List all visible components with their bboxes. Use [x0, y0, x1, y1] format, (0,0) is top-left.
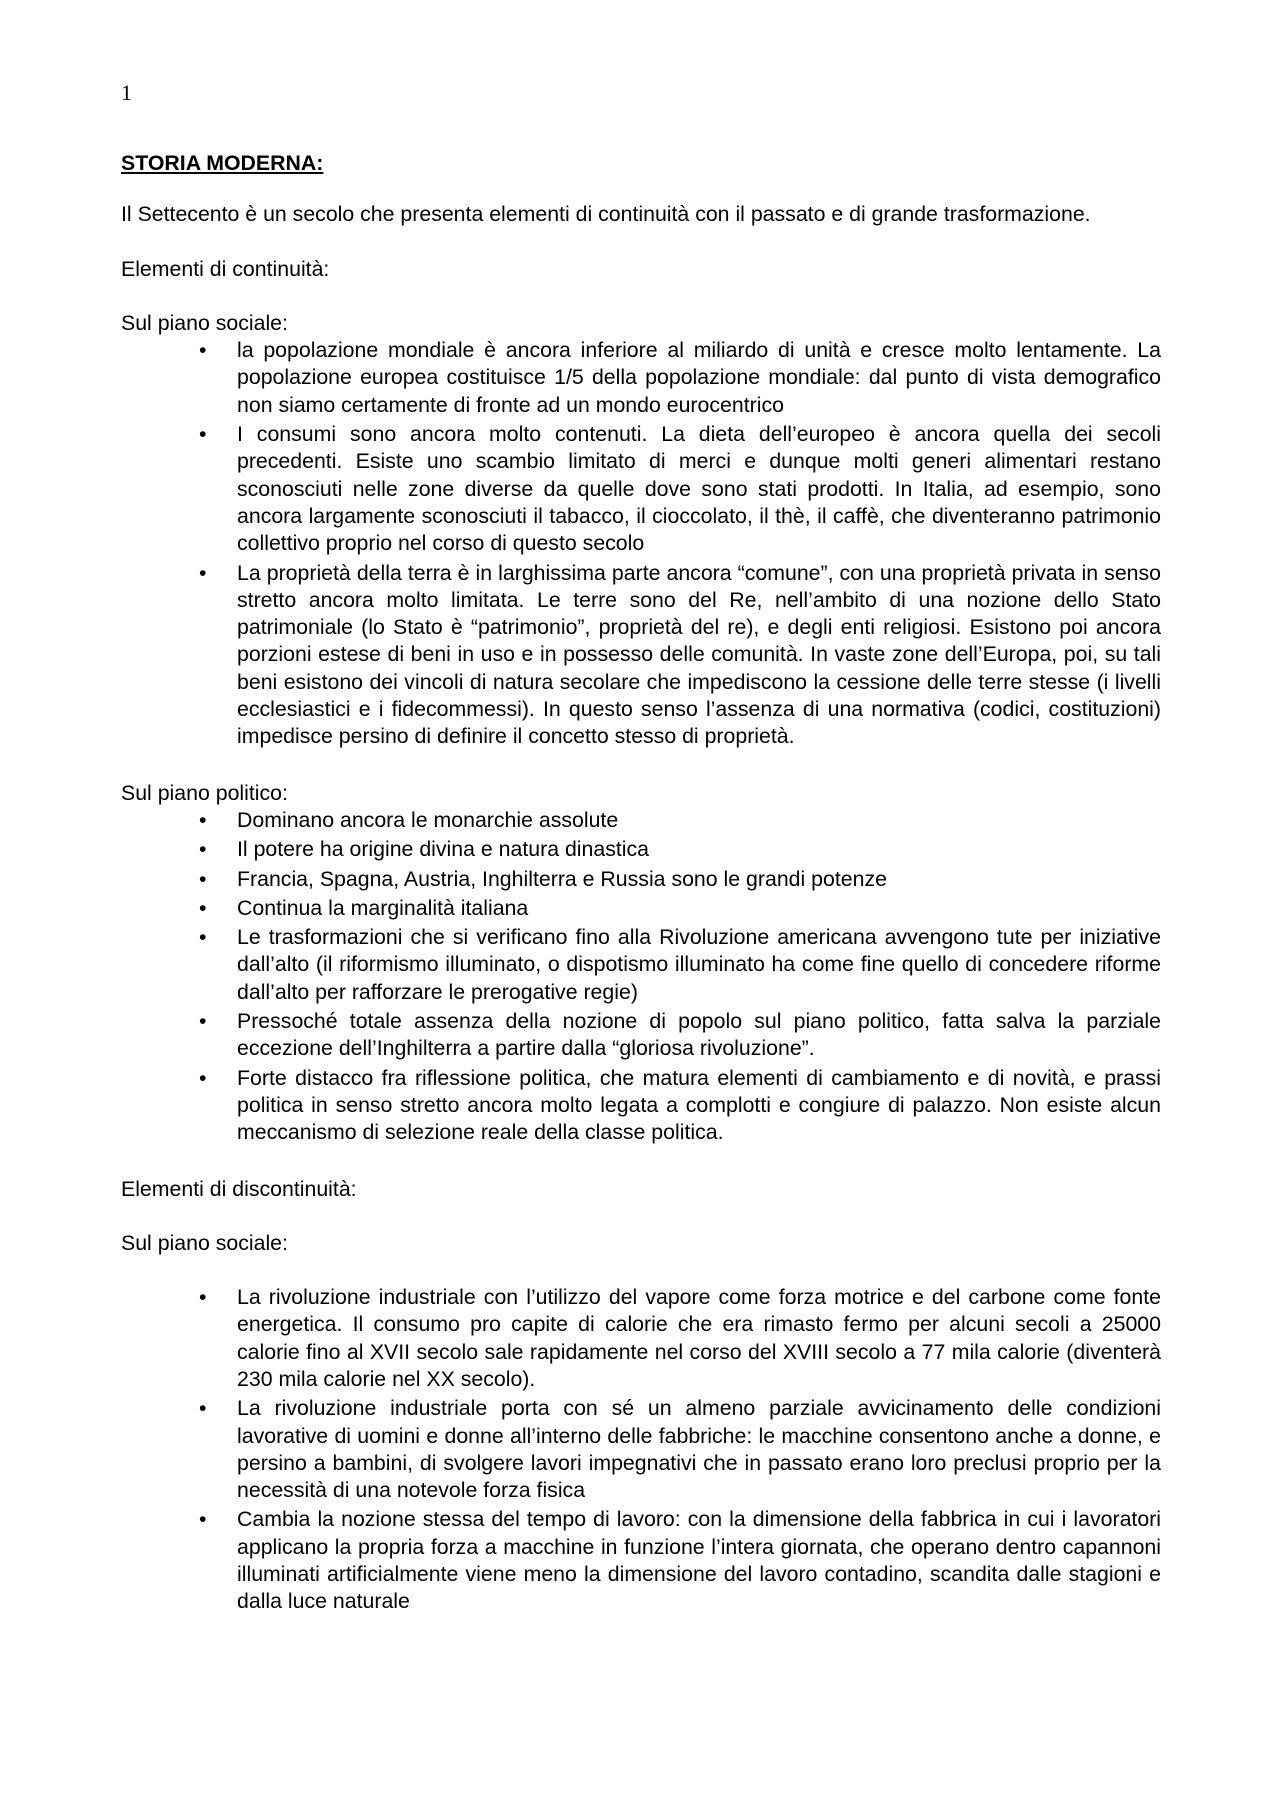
list-item — [199, 560, 1161, 751]
document-title: STORIA MODERNA: — [121, 151, 324, 175]
subsection-heading-sociale: Sul piano sociale: — [121, 310, 288, 335]
spacer — [121, 753, 1161, 780]
spacer — [121, 283, 1161, 310]
bullet-icon: • — [199, 422, 207, 447]
bullet-icon: • — [199, 1507, 207, 1532]
list-item — [199, 895, 1161, 922]
list-item-text: I consumi sono ancora molto contenuti. La dieta dell’europeo è ancora quella dei secoli precedenti. Esiste uno scambio limitato di merci e dunque molti generi alimentari restano sconosciuti nelle zone diverse da quelle dove sono stati prodotti. In Italia, ad esempio, sono ancora largamente sconosciuti il tabacco, il cioccolato, il thè, il caffè, che diventeranno patrimonio collettivo proprio nel corso di questo secolo — [237, 422, 1161, 556]
bullet-icon: • — [199, 925, 207, 950]
bullet-icon: • — [199, 1285, 207, 1310]
list-item-text: Francia, Spagna, Austria, Inghilterra e Russia sono le grandi potenze — [237, 866, 887, 891]
subsection-heading-sociale-2: Sul piano sociale: — [121, 1230, 288, 1255]
list-item — [199, 1506, 1161, 1615]
list-item — [199, 924, 1161, 1006]
list-item — [199, 421, 1161, 557]
bullet-icon: • — [199, 560, 207, 585]
list-item — [199, 337, 1161, 419]
bullet-icon: • — [199, 338, 207, 363]
bullet-icon: • — [199, 807, 207, 832]
section-heading-continuita: Elementi di continuità: — [121, 256, 330, 281]
list-item-text: Cambia la nozione stessa del tempo di lavoro: con la dimensione della fabbrica in cui i lavoratori applicano la propria forza a macchine in funzione l’intera giornata, che operano dentro capannoni illuminati artificialmente viene meno la dimensione del lavoro contadino, scandita dalle stagioni e dalla luce naturale — [237, 1507, 1161, 1614]
list-item-text: Forte distacco fra riflessione politica, che matura elementi di cambiamento e di novità, e prassi politica in senso stretto ancora molto legata a complotti e congiure di palazzo. Non esiste alcun meccanismo di selezione reale della classe politica. — [237, 1065, 1161, 1145]
subsection-heading-politico: Sul piano politico: — [121, 780, 288, 805]
bullet-icon: • — [199, 1396, 207, 1421]
spacer — [121, 1257, 1161, 1284]
list-item — [199, 1395, 1161, 1504]
bullet-icon: • — [199, 866, 207, 891]
list-item — [199, 1008, 1161, 1063]
list-item — [199, 1284, 1161, 1393]
list-item — [199, 866, 1161, 893]
list-item-text: Continua la marginalità italiana — [237, 895, 529, 920]
list-item — [199, 836, 1161, 863]
bullet-icon: • — [199, 1065, 207, 1090]
document-body — [121, 150, 1161, 1618]
bullet-icon: • — [199, 1009, 207, 1034]
spacer — [121, 1149, 1161, 1176]
spacer — [121, 1203, 1161, 1230]
list-item-text: Pressoché totale assenza della nozione di popolo sul piano politico, fatta salva la parziale eccezione dell’Inghilterra a partire dalla “gloriosa rivoluzione”. — [237, 1009, 1161, 1061]
bullet-icon: • — [199, 837, 207, 862]
section-heading-discontinuita: Elementi di discontinuità: — [121, 1176, 357, 1201]
bullet-list-continuita-sociale — [121, 337, 1161, 750]
list-item-text: La rivoluzione industriale porta con sé un almeno parziale avvicinamento delle condizioni lavorative di uomini e donne all’interno delle fabbriche: le macchine consentono anche a donne, e persino a bambini, di svolgere lavori impegnativi che in passato erano loro preclusi proprio per la necessità di una notevole forza fisica — [237, 1396, 1161, 1503]
list-item-text: Le trasformazioni che si verificano fino alla Rivoluzione americana avvengono tute per iniziative dall’alto (il riformismo illuminato, o dispotismo illuminato ha come fine quello di concedere riforme dall’alto per rafforzare le prerogative regie) — [237, 925, 1161, 1004]
list-item-text: la popolazione mondiale è ancora inferiore al miliardo di unità e cresce molto lentamente. La popolazione europea costituisce 1/5 della popolazione mondiale: dal punto di vista demografico non siamo certamente di fronte ad un mondo eurocentrico — [237, 338, 1161, 417]
list-item-text: La rivoluzione industriale con l’utilizzo del vapore come forza motrice e del carbone come fonte energetica. Il consumo pro capite di calorie che era rimasto fermo per alcuni secoli a 25000 calorie fino al XVII secolo sale rapidamente nel corso del XVIII secolo a 77 mila calorie (diventerà 230 mila calorie nel XX secolo). — [237, 1285, 1161, 1391]
bullet-list-discontinuita-sociale — [121, 1284, 1161, 1616]
intro-paragraph: Il Settecento è un secolo che presenta elementi di continuità con il passato e di grande trasformazione. — [121, 202, 1091, 227]
list-item — [199, 1065, 1161, 1147]
bullet-icon: • — [199, 895, 207, 920]
list-item-text: Dominano ancora le monarchie assolute — [237, 807, 619, 832]
bullet-list-continuita-politico — [121, 807, 1161, 1147]
list-item-text: La proprietà della terra è in larghissima parte ancora “comune”, con una proprietà privata in senso stretto ancora molto limitata. Le terre sono del Re, nell’ambito di una nozione dello Stato patrimoniale (lo Stato è “patrimonio”, proprietà del re), e degli enti religiosi. Esistono poi ancora porzioni estese di beni in uso e in possesso delle comunità. In vaste zone dell’Europa, poi, su tali beni esistono dei vincoli di natura secolare che impediscono la cessione delle terre stesse (i livelli ecclesiastici e i fidecommessi). In questo senso l’assenza di una normativa (codici, costituzioni) impedisce persino di definire il concetto stesso di proprietà. — [237, 560, 1161, 749]
page-number: 1 — [121, 80, 132, 105]
list-item-text: Il potere ha origine divina e natura dinastica — [237, 837, 650, 862]
list-item — [199, 807, 1161, 834]
